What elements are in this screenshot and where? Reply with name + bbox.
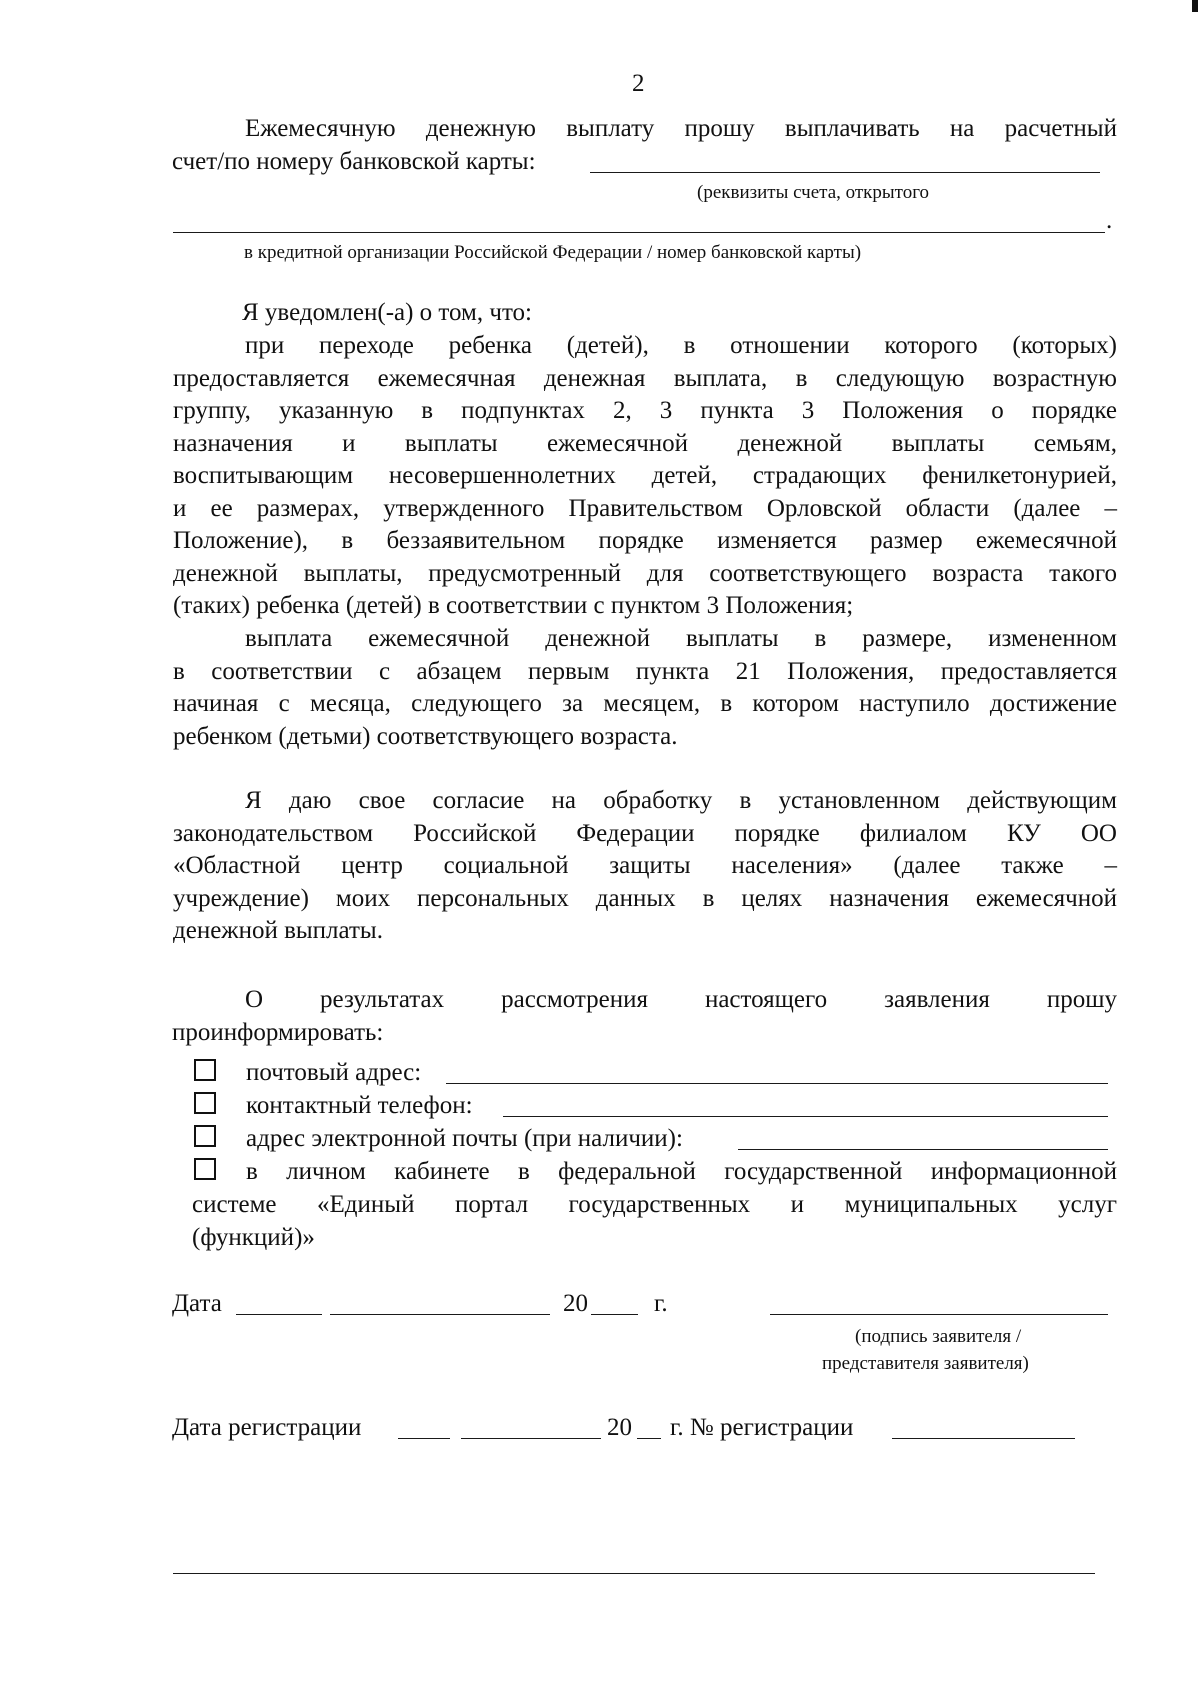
consent-line: «Областной центр социальной защиты населения» (далее также – <box>173 852 1117 879</box>
option-contact-phone-label: контактный телефон: <box>246 1092 473 1119</box>
notice-p2-line: выплата ежемесячной денежной выплаты в размере, измененном <box>245 625 1117 652</box>
notice-p2-line: начиная с месяца, следующего за месяцем, в котором наступило достижение <box>173 690 1117 717</box>
registration-date-label: Дата регистрации <box>172 1414 362 1441</box>
results-request-text: О результатах рассмотрения настоящего заявления прошу <box>245 986 1117 1013</box>
registration-month-field[interactable] <box>461 1438 601 1439</box>
checkbox-email[interactable] <box>194 1125 216 1147</box>
consent-paragraph <box>173 785 1117 948</box>
payment-account-end-mark: . <box>1106 207 1113 234</box>
date-year-prefix: 20 <box>563 1290 588 1317</box>
signature-field[interactable] <box>770 1314 1108 1315</box>
payment-request-text: Ежемесячную денежную выплату прошу выплачивать на расчетный <box>245 115 1117 142</box>
option-gosuslugi-label-2: системе «Единый портал государственных и муниципальных услуг <box>192 1191 1117 1218</box>
notice-intro: Я уведомлен(-а) о том, что: <box>242 299 532 326</box>
notice-p1-line: при переходе ребенка (детей), в отношении которого (которых) <box>245 332 1117 359</box>
checkbox-gosuslugi[interactable] <box>194 1158 216 1180</box>
results-request-text-2: проинформировать: <box>172 1019 384 1046</box>
notice-p1-line: воспитывающим несовершеннолетних детей, страдающих фенилкетонурией, <box>173 462 1117 489</box>
notice-p2-line: ребенком (детьми) соответствующего возраста. <box>173 722 678 750</box>
option-gosuslugi-label: в личном кабинете в федеральной государственной информационной <box>246 1158 1117 1185</box>
contact-phone-field[interactable] <box>503 1116 1108 1117</box>
consent-line: учреждение) моих персональных данных в целях назначения ежемесячной <box>173 884 1117 912</box>
consent-line: законодательством Российской Федерации порядке филиалом КУ ОО <box>173 819 1117 847</box>
checkbox-postal-address[interactable] <box>194 1059 216 1081</box>
notice-p1-line: Положение), в беззаявительном порядке изменяется размер ежемесячной <box>173 527 1117 554</box>
option-email-label: адрес электронной почты (при наличии): <box>246 1125 683 1152</box>
notice-p1-line: (таких) ребенка (детей) в соответствии с пунктом 3 Положения; <box>173 592 854 619</box>
date-year-field[interactable] <box>591 1314 638 1315</box>
date-year-suffix: г. <box>654 1290 668 1317</box>
signature-hint: (подпись заявителя / <box>855 1326 1022 1347</box>
scan-edge-mark <box>1192 0 1198 12</box>
notice-paragraph-2 <box>173 623 1117 753</box>
payment-account-label: счет/по номеру банковской карты: <box>172 148 536 175</box>
registration-day-field[interactable] <box>398 1438 450 1439</box>
registration-number-field[interactable] <box>892 1438 1075 1439</box>
signature-hint-2: представителя заявителя) <box>822 1353 1029 1374</box>
consent-line: денежной выплаты. <box>173 917 383 944</box>
date-label: Дата <box>172 1290 222 1317</box>
date-month-field[interactable] <box>330 1314 550 1315</box>
notice-p1-line: денежной выплаты, предусмотренный для соответствующего возраста такого <box>173 559 1117 587</box>
payment-account-field[interactable] <box>590 172 1100 173</box>
registration-year-prefix: 20 <box>607 1414 632 1441</box>
notice-p1-line: предоставляется ежемесячная денежная выплата, в следующую возрастную <box>173 364 1117 392</box>
registration-number-label: г. № регистрации <box>670 1414 854 1441</box>
notice-paragraph-1 <box>173 330 1117 623</box>
option-gosuslugi-label-3: (функций)» <box>192 1224 315 1251</box>
checkbox-contact-phone[interactable] <box>194 1092 216 1114</box>
notice-p1-line: и ее размерах, утвержденного Правительством Орловской области (далее – <box>173 494 1117 522</box>
page-number: 2 <box>632 70 645 97</box>
notice-p2-line: в соответствии с абзацем первым пункта 21 Положения, предоставляется <box>173 657 1117 685</box>
notice-p1-line: назначения и выплаты ежемесячной денежной выплаты семьям, <box>173 429 1117 457</box>
bottom-divider <box>173 1573 1095 1574</box>
date-day-field[interactable] <box>236 1314 322 1315</box>
notice-p1-line: группу, указанную в подпунктах 2, 3 пункта 3 Положения о порядке <box>173 397 1117 424</box>
consent-line: Я даю свое согласие на обработку в установленном действующим <box>245 787 1117 814</box>
payment-account-hint: (реквизиты счета, открытого <box>697 182 930 203</box>
registration-year-field[interactable] <box>637 1438 661 1439</box>
postal-address-field[interactable] <box>446 1083 1108 1084</box>
payment-account-field-line2[interactable] <box>173 232 1105 233</box>
email-field[interactable] <box>738 1149 1108 1150</box>
payment-account-hint-2: в кредитной организации Российской Федерации / номер банковской карты) <box>244 242 862 263</box>
option-postal-address-label: почтовый адрес: <box>246 1059 422 1086</box>
